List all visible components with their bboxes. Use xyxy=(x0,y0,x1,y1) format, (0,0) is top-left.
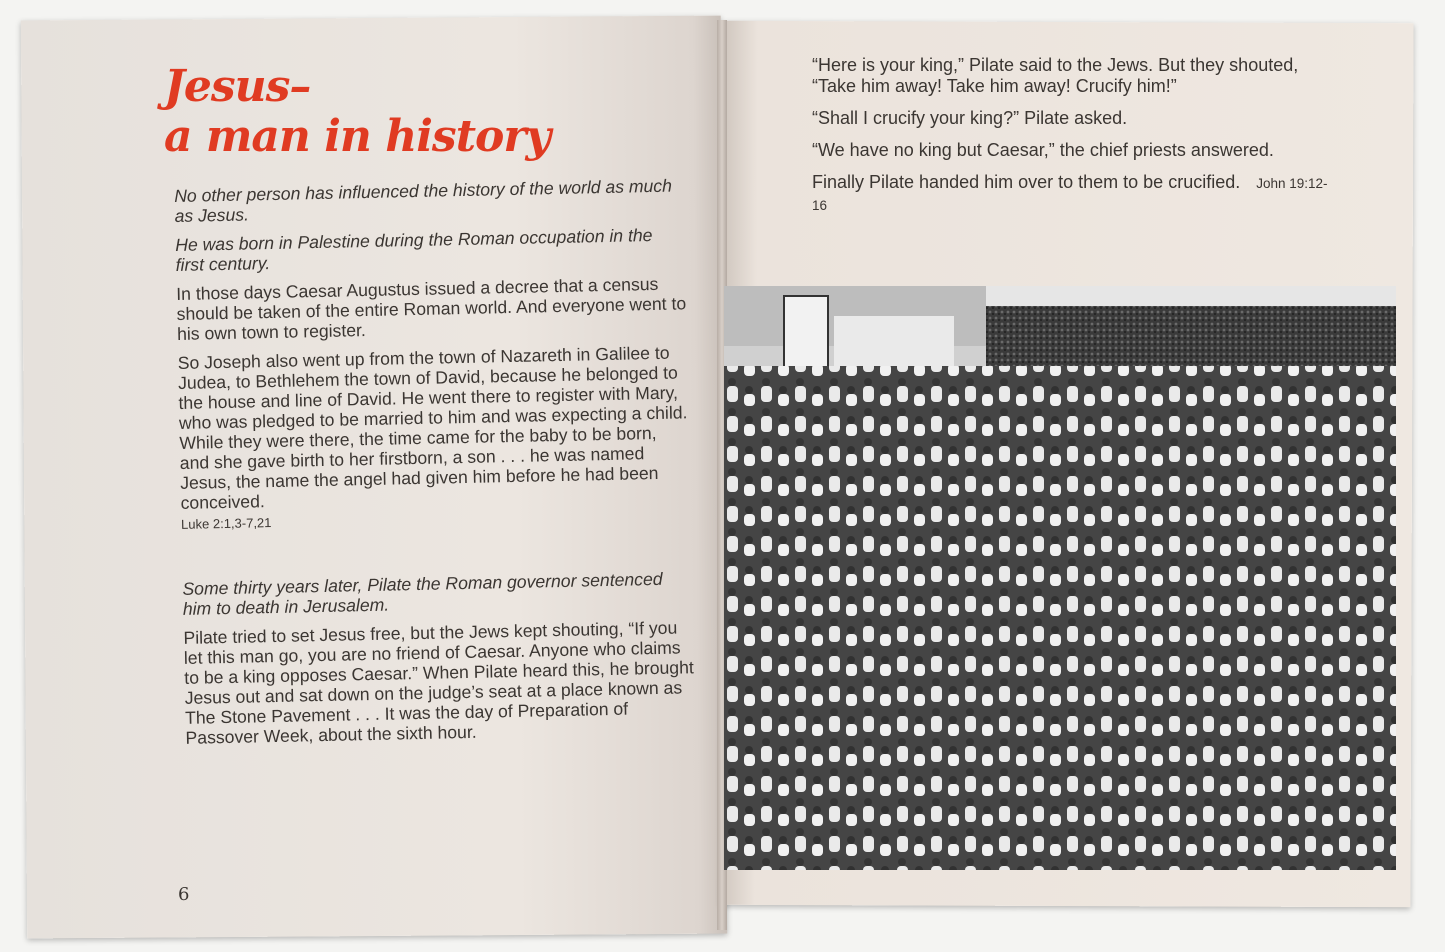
title-line-2: a man in history xyxy=(164,111,551,162)
title-line-1: Jesus– xyxy=(164,61,311,112)
scripture-paragraph-1: In those days Caesar Augustus issued a decree that a census should be taken of the entire Roman world. And everyone went to his own town to register. xyxy=(176,273,687,344)
right-text-column xyxy=(812,55,1332,227)
luke-reference: Luke 2:1,3-7,21 xyxy=(180,515,272,532)
john-reference: John 19:12-16 xyxy=(812,176,1328,213)
page-number: 6 xyxy=(178,884,190,905)
crowd-photo xyxy=(724,286,1396,870)
right-paragraph-4 xyxy=(812,172,1332,216)
intro-paragraph-3: Some thirty years later, Pilate the Roman governor sentenced him to death in Jerusalem. xyxy=(182,568,663,619)
right-paragraph-4-text: Finally Pilate handed him over to them to be crucified. xyxy=(812,172,1241,192)
scripture-paragraph-2: So Joseph also went up from the town of Nazareth in Galilee to Judea, to Bethlehem the town of David, because he belonged to the house and line of David. He went there to register with Mary, who was pledged to be married to him and was expecting a child. While they were there, the time came for the baby to be born, and she gave birth to her firstborn, a son . . . he was named Jesus, the name the angel had given him before he had been conceived. xyxy=(177,342,688,513)
crowd-photo-icon xyxy=(724,286,1396,870)
page-title xyxy=(164,62,550,162)
right-paragraph-1: “Here is your king,” Pilate said to the Jews. But they shouted, “Take him away! Take him away! Crucify him!” xyxy=(812,55,1299,96)
scripture-paragraph-3: Pilate tried to set Jesus free, but the Jews kept shouting, “If you let this man go, you are no friend of Caesar. Anyone who claims to be a king opposes Caesar.” When Pilate heard this, he brought Jesus out and sat down on the judge’s seat at a place known as The Stone Pavement . . . It was the day of Preparation of Passover Week, about the sixth hour. xyxy=(183,617,694,748)
left-text-column xyxy=(174,175,696,757)
right-paragraph-2: “Shall I crucify your king?” Pilate asked. xyxy=(812,108,1128,128)
intro-paragraph-2: He was born in Palestine during the Roman occupation in the first century. xyxy=(175,224,653,275)
right-paragraph-3: “We have no king but Caesar,” the chief priests answered. xyxy=(812,140,1274,160)
intro-paragraph-1: No other person has influenced the history of the world as much as Jesus. xyxy=(174,175,673,226)
